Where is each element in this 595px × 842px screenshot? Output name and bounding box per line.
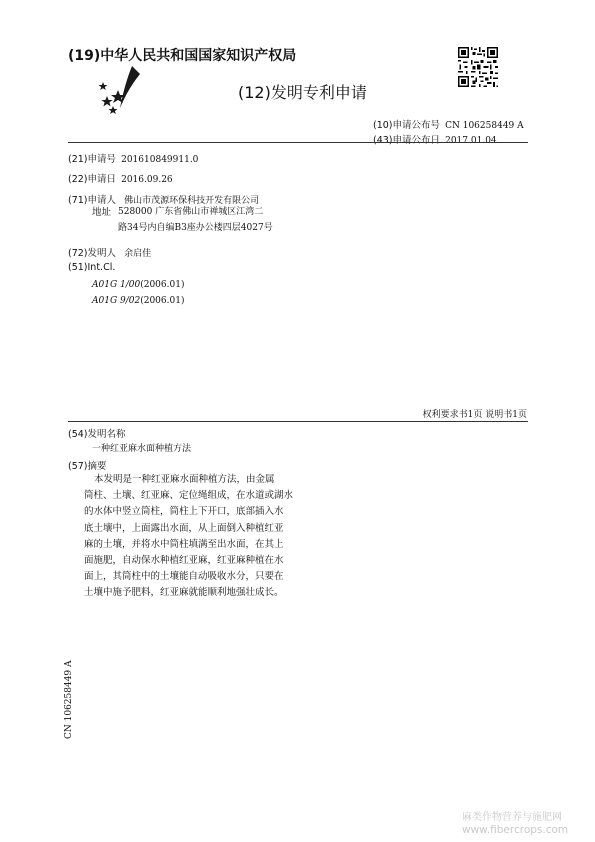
ipc-version: (2006.01) <box>140 296 185 306</box>
abstract-label: (57)摘要 <box>68 461 107 472</box>
watermark-line: www.fibercrops.com <box>462 824 569 836</box>
publication-number-label: (10)申请公布号 <box>373 120 441 131</box>
inventor-label: (72)发明人 <box>68 248 117 259</box>
document-type: (12)发明专利申请 <box>238 83 367 102</box>
invention-title: 一种红亚麻水面种植方法 <box>92 444 192 454</box>
publication-number-value: CN 106258449 A <box>445 121 524 131</box>
qr-code <box>458 47 498 87</box>
ipc-entry <box>92 296 184 306</box>
application-number-value: 201610849911.0 <box>121 155 199 165</box>
header-divider <box>68 142 528 143</box>
address-label: 地址 <box>92 207 112 218</box>
ipc-code: A01G 1/00 <box>92 280 141 290</box>
ipc-version: (2006.01) <box>140 280 185 290</box>
abstract-line: 面上，其筒柱中的土壤能自动吸收水分，只要在 <box>84 571 284 583</box>
filing-date <box>68 167 173 186</box>
address-line-2: 路34号内自编B3座办公楼四层4027号 <box>118 223 273 233</box>
ipc-entry <box>92 280 184 290</box>
filing-date-label: (22)申请日 <box>68 174 117 185</box>
patent-office-logo <box>96 64 146 116</box>
abstract-body <box>84 472 299 602</box>
filing-date-value: 2016.09.26 <box>121 175 173 185</box>
watermark-line: 麻类作物营养与施肥网 <box>462 812 562 823</box>
abstract-line: 土壤中施予肥料，红亚麻就能顺利地强壮成长。 <box>84 587 284 599</box>
address-line-1: 528000 广东省佛山市禅城区江湾二 <box>118 207 264 217</box>
publication-date-label: (43)申请公布日 <box>373 135 441 146</box>
publication-date-value: 2017.01.04 <box>445 136 497 146</box>
page-count-info: 权利要求书1页 说明书1页 <box>422 410 527 420</box>
side-publication-code: CN 106258449 A <box>64 660 74 739</box>
inventor-value: 余启佳 <box>124 249 152 259</box>
invention-title-label: (54)发明名称 <box>68 429 126 440</box>
watermark <box>462 812 568 836</box>
patent-office-name: (19)中华人民共和国国家知识产权局 <box>68 48 297 64</box>
abstract-line: 筒柱、土壤、红亚麻、定位绳组成，在水道或湖水 <box>84 490 294 502</box>
inventor <box>68 241 151 260</box>
applicant-label: (71)申请人 <box>68 195 117 206</box>
abstract-line: 本发明是一种红亚麻水面种植方法，由金属 <box>94 474 275 485</box>
section-divider <box>68 421 528 422</box>
applicant-value: 佛山市茂源环保科技开发有限公司 <box>124 196 260 206</box>
publication-date <box>373 128 497 147</box>
application-number-label: (21)申请号 <box>68 154 117 165</box>
abstract-line: 麻的土壤，并将水中筒柱填满至出水面，在其上 <box>84 538 284 550</box>
abstract-line: 的水体中竖立筒柱，筒柱上下开口，底部插入水 <box>84 506 284 518</box>
abstract-line: 底土壤中，上面露出水面，从上面倒入种植红亚 <box>84 522 284 534</box>
intcl-label: (51)Int.Cl. <box>68 262 116 273</box>
application-number <box>68 147 198 166</box>
ipc-code: A01G 9/02 <box>92 296 141 306</box>
abstract-line: 面施肥，自动保水种植红亚麻，红亚麻种植在水 <box>84 555 284 567</box>
